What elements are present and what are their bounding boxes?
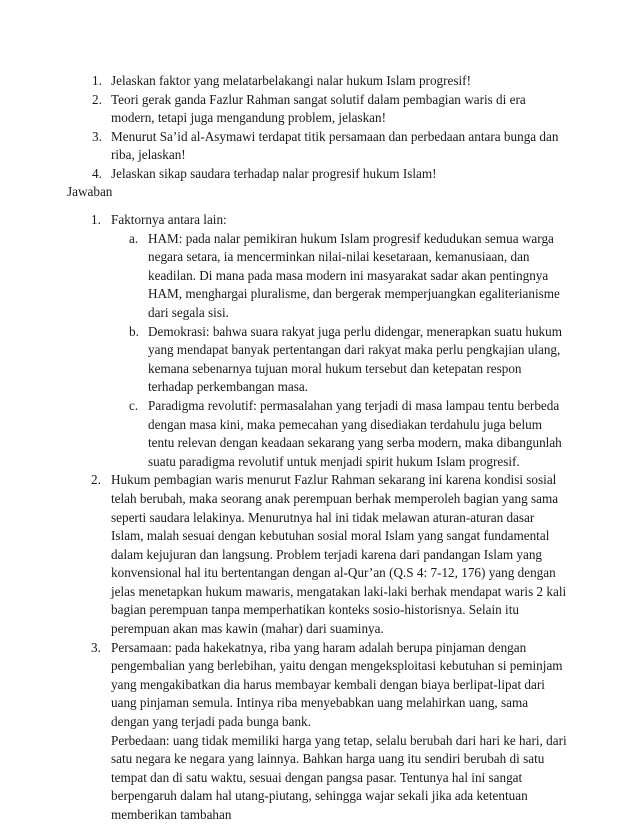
answer-list	[91, 211, 569, 825]
question-number: 2.	[92, 91, 102, 107]
answer-item	[91, 471, 569, 638]
question-text: Jelaskan faktor yang melatarbelakangi nalar hukum Islam progresif!	[111, 73, 471, 88]
question-text: Menurut Sa’id al-Asymawi terdapat titik persamaan dan perbedaan antara bunga dan riba, jelaskan!	[111, 128, 559, 163]
question-item	[92, 72, 571, 91]
factor-letter: a.	[129, 230, 139, 246]
question-item	[92, 165, 571, 184]
answer-number: 1.	[91, 212, 101, 227]
factor-letter: b.	[129, 323, 139, 339]
perbedaan-paragraph: Perbedaan: uang tidak memiliki harga yang tetap, selalu berubah dari hari ke hari, dari satu negara ke negara yang lainnya. Bahkan harga uang itu sendiri berubah di satu tempat dan di satu waktu, sesuai dengan pangsa pasar. Tentunya hal ini sangat berpengaruh dalam hal utang-piutang, sehingga wajar sekali jika ada ketentuan memberikan tambahan	[111, 732, 567, 822]
answer-item	[91, 211, 569, 471]
factor-text: HAM: pada nalar pemikiran hukum Islam progresif kedudukan semua warga negara setara, ia mencerminkan nilai-nilai kesetaraan, kemanusiaan, dan keadilan. Di mana pada masa modern ini masyarakat sadar akan pentingnya HAM, menghargai pluralisme, dan bergerak memperjuangkan egaliterianisme dari segala sisi.	[148, 230, 560, 320]
answer-text: Hukum pembagian waris menurut Fazlur Rahman sekarang ini karena kondisi sosial telah berubah, maka seorang anak perempuan berhak memperoleh bagian yang sama seperti saudara lelakinya. Menurutnya hal ini tidak melawan aturan-aturan dasar Islam, malah sesuai dengan kebutuhan sosial moral Islam yang sangat fundamental dalam kejujuran dan langsung. Problem terjadi karena dari pandangan Islam yang konvensional hal itu bertentangan dengan al-Qur’an (Q.S 4: 7-12, 176) yang dengan jelas menetapkan hukum mawaris, mengatakan laki-laki berhak mendapat waris 2 kali bagian perempuan tanpa memperhatikan konteks sosio-historisnya. Selain itu perempuan akan mas kawin (mahar) dari suaminya.	[111, 472, 567, 637]
persamaan-paragraph: Persamaan: pada hakekatnya, riba yang haram adalah berupa pinjaman dengan pengembalian yang berlebihan, yaitu dengan mengeksploitasi kebutuhan si peminjam yang mengakibatkan dia harus membayar kembali dengan biaya berlipat-lipat dari uang pinjaman semula. Intinya riba menyebabkan uang melahirkan uang, sama dengan yang terjadi pada bunga bank.	[111, 639, 563, 730]
answer-number: 2.	[91, 472, 101, 488]
factor-letter: c.	[129, 397, 139, 413]
question-text: Teori gerak ganda Fazlur Rahman sangat solutif dalam pembagian waris di era modern, tetapi juga mengandung problem, jelaskan!	[111, 91, 526, 126]
answer-item	[91, 639, 569, 825]
question-number: 4.	[92, 165, 102, 181]
answer-number: 3.	[91, 639, 101, 655]
factor-list	[111, 230, 569, 472]
question-item	[92, 128, 571, 165]
jawaban-heading: Jawaban	[67, 184, 113, 199]
factor-text: Demokrasi: bahwa suara rakyat juga perlu didengar, menerapkan suatu hukum yang mendapat banyak pertentangan dari rakyat maka perlu pengkajian ulang, kemana sebenarnya tujuan moral hukum tersebut dan ketepatan respon terhadap perkembangan masa.	[148, 323, 563, 395]
factor-item	[129, 397, 569, 471]
question-list	[92, 72, 571, 184]
question-number: 1.	[92, 73, 102, 88]
question-text: Jelaskan sikap saudara terhadap nalar progresif hukum Islam!	[111, 165, 437, 181]
question-item	[92, 91, 571, 128]
factor-item	[129, 230, 569, 323]
question-number: 3.	[92, 128, 102, 144]
factor-text: Paradigma revolutif: permasalahan yang terjadi di masa lampau tentu berbeda dengan masa kini, maka pemecahan yang disediakan terdahulu juga belum tentu relevan dengan keadaan sekarang yang serba modern, maka dibangunlah suatu paradigma revolutif untuk menjadi spirit hukum Islam progresif.	[148, 397, 562, 469]
factor-item	[129, 323, 569, 397]
answer-intro: Faktornya antara lain:	[111, 212, 227, 227]
